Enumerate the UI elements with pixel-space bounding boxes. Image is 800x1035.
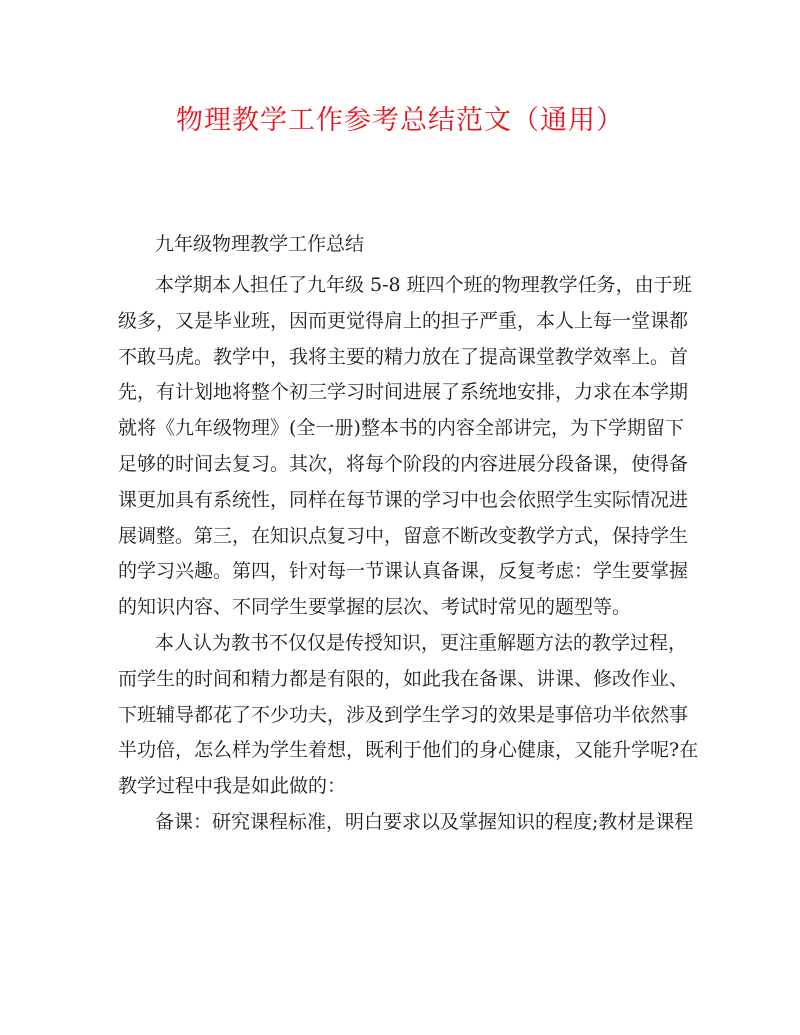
text-line: 级多，又是毕业班，因而更觉得肩上的担子严重，本人上每一堂课都 — [118, 309, 689, 332]
text-line: 足够的时间去复习。其次，将每个阶段的内容进展分段备课，使得备 — [118, 452, 689, 475]
text-line: 教学过程中我是如此做的： — [118, 775, 347, 798]
text-line: 的知识内容、不同学生要掌握的层次、考试时常见的题型等。 — [118, 596, 632, 619]
document-title: 物理教学工作参考总结范文（通用） — [176, 105, 624, 136]
text-line: 先，有计划地将整个初三学习时间进展了系统地安排，力求在本学期 — [118, 381, 689, 404]
text-line: 本学期本人担任了九年级 5-8 班四个班的物理教学任务，由于班 — [155, 274, 692, 296]
document-body — [118, 268, 699, 841]
text-line: 下班辅导都花了不少功夫，涉及到学生学习的效果是事倍功半依然事 — [118, 703, 689, 726]
text-line: 备课：研究课程标准，明白要求以及掌握知识的程度;教材是课程 — [155, 810, 694, 833]
text-line: 展调整。第三，在知识点复习中，留意不断改变教学方式，保持学生 — [118, 524, 689, 547]
text-line: 而学生的时间和精力都是有限的，如此我在备课、讲课、修改作业、 — [118, 667, 689, 690]
text-line: 课更加具有系统性，同样在每节课的学习中也会依照学生实际情况进 — [118, 488, 689, 511]
text-line: 的学习兴趣。第四，针对每一节课认真备课，反复考虑：学生要掌握 — [118, 560, 689, 583]
section-heading: 九年级物理教学工作总结 — [155, 233, 365, 255]
text-line: 不敢马虎。教学中，我将主要的精力放在了提高课堂教学效率上。首 — [118, 345, 689, 368]
text-line: 半功倍，怎么样为学生着想，既利于他们的身心健康，又能升学呢?在 — [118, 739, 699, 762]
text-line: 本人认为教书不仅仅是传授知识，更注重解题方法的教学过程， — [155, 631, 688, 654]
text-line: 就将《九年级物理》(全一册)整本书的内容全部讲完，为下学期留下 — [118, 417, 684, 440]
